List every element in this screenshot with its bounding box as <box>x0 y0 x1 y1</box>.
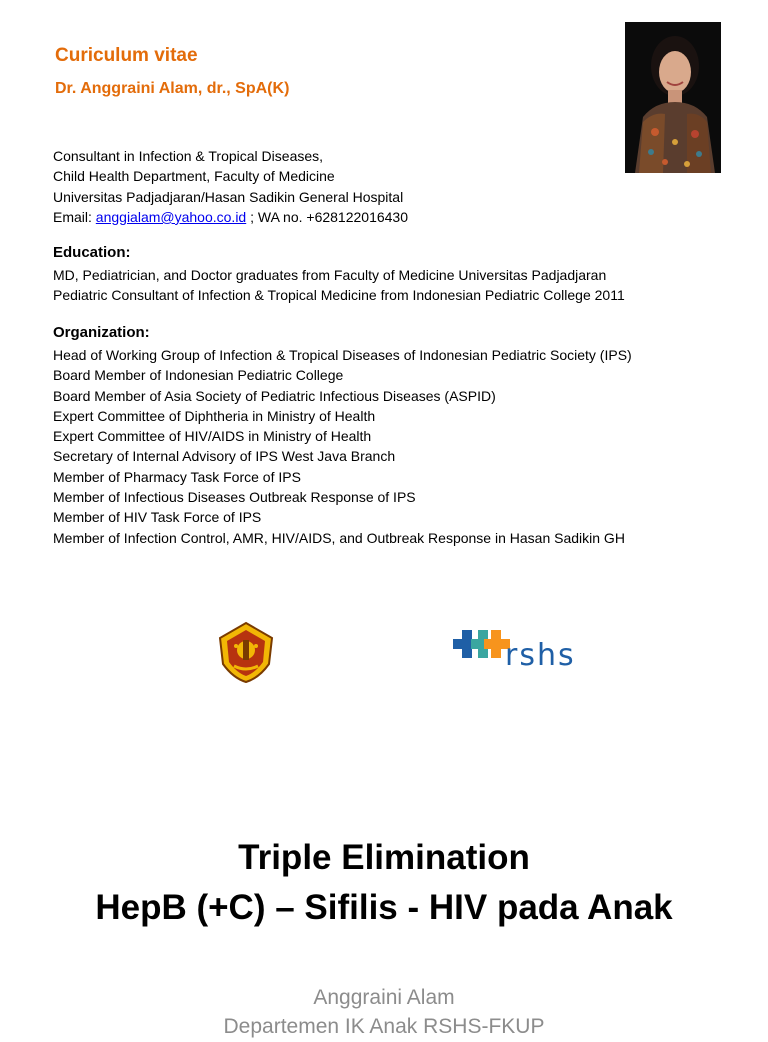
cv-title: Curiculum vitae <box>55 45 198 66</box>
talk-title-line-1: Triple Elimination <box>238 838 530 877</box>
affiliation-block <box>53 146 408 227</box>
education-item: Pediatric Consultant of Infection & Tropical Medicine from Indonesian Pediatric College 2011 <box>53 287 625 304</box>
doctor-name: Dr. Anggraini Alam, dr., SpA(K) <box>55 80 290 97</box>
department-line: Departemen IK Anak RSHS-FKUP <box>223 1015 545 1038</box>
email-link[interactable]: anggialam@yahoo.co.id <box>95 208 247 225</box>
whatsapp-number: ; WA no. +628122016430 <box>246 208 408 225</box>
profile-photo <box>625 22 721 173</box>
affiliation-line: Universitas Padjadjaran/Hasan Sadikin General Hospital <box>53 188 404 205</box>
organization-item: Member of Infectious Diseases Outbreak Response of IPS <box>53 489 416 506</box>
education-heading: Education: <box>53 244 131 261</box>
organization-item: Head of Working Group of Infection & Tropical Diseases of Indonesian Pediatric Society (IPS) <box>53 347 632 363</box>
organization-item: Member of HIV Task Force of IPS <box>53 509 262 526</box>
portrait-image <box>625 22 721 173</box>
contact-line <box>53 207 408 227</box>
organization-item: Expert Committee of Diphtheria in Ministry of Health <box>53 407 376 424</box>
organization-item: Member of Infection Control, AMR, HIV/AIDS, and Outbreak Response in Hasan Sadikin GH <box>53 529 625 546</box>
talk-title-line-2: HepB (+C) – Sifilis - HIV pada Anak <box>95 888 673 927</box>
organization-item: Member of Pharmacy Task Force of IPS <box>53 468 301 485</box>
email-label: Email: <box>53 208 96 225</box>
organization-item: Expert Committee of HIV/AIDS in Ministry of Health <box>53 428 372 445</box>
affiliation-line: Consultant in Infection & Tropical Diseases, <box>53 148 324 164</box>
university-emblem-icon <box>214 620 278 684</box>
rshs-logo-text: rshs <box>505 638 576 673</box>
education-list <box>53 265 625 306</box>
organization-list <box>53 345 632 548</box>
organization-item: Board Member of Indonesian Pediatric College <box>53 367 344 384</box>
organization-item: Secretary of Internal Advisory of IPS West Java Branch <box>53 448 396 465</box>
education-item: MD, Pediatrician, and Doctor graduates from Faculty of Medicine Universitas Padjadjaran <box>53 267 607 283</box>
organization-item: Board Member of Asia Society of Pediatric Infectious Diseases (ASPID) <box>53 387 496 404</box>
author-name: Anggraini Alam <box>313 986 455 1009</box>
organization-heading: Organization: <box>53 324 150 341</box>
affiliation-line: Child Health Department, Faculty of Medicine <box>53 168 335 185</box>
